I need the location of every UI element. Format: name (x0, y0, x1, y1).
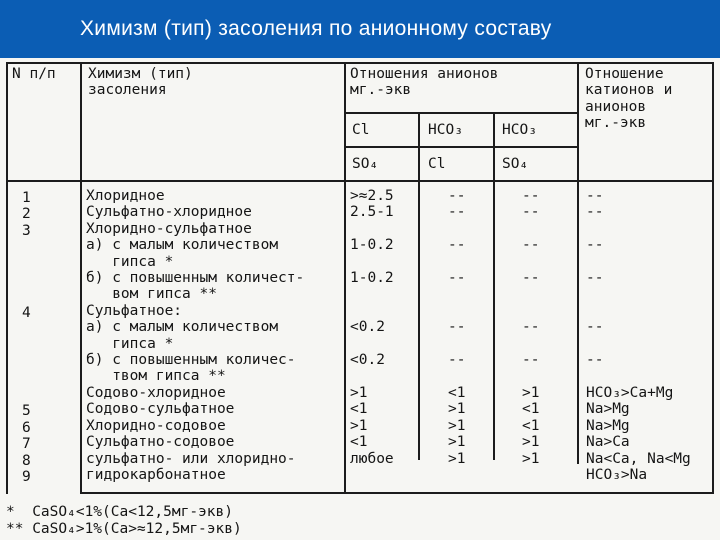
subheader-cl-b: Cl (428, 156, 446, 172)
table-header-bottom (6, 180, 714, 182)
header-cation-ratio: Отношение катионов и анионов мг.-экв (585, 66, 673, 132)
header-number: N п/п (12, 66, 56, 82)
table-divider-col1 (418, 112, 420, 460)
header-anion-ratio: Отношения анионов мг.-экв (350, 66, 499, 99)
table-border-left (6, 62, 8, 494)
subheader-hco3-a: HCO₃ (428, 122, 463, 138)
slide-title-bar (0, 0, 720, 58)
table-divider-col3 (577, 62, 579, 464)
slide-title: Химизм (тип) засоления по анионному составу (80, 17, 552, 40)
scanned-table-image (0, 58, 720, 540)
table-subheader-mid-line (344, 146, 579, 148)
footnote-2: ** CaSO₄>1%(Ca>≈12,5мг-экв) (6, 521, 242, 537)
column-hco3-so4: -- -- -- -- -- -- >1 <1 <1 >1 >1 (522, 188, 540, 467)
table-divider-num (80, 62, 82, 494)
column-cation-anion: -- -- -- -- -- -- HCO₃>Ca+Mg Na>Mg Na>Mg Na>Ca Na<Ca, Na<Mg HCO₃>Na (586, 188, 691, 483)
table-border-top (6, 62, 714, 64)
column-hco3-cl: -- -- -- -- -- -- <1 >1 >1 >1 >1 (448, 188, 466, 467)
footnote-1: * CaSO₄<1%(Ca<12,5мг-экв) (6, 504, 233, 520)
table-subheader-line (344, 112, 579, 114)
header-type: Химизм (тип) засоления (88, 66, 193, 99)
subheader-so4-a: SO₄ (352, 156, 379, 172)
subheader-so4-b: SO₄ (502, 156, 529, 172)
column-row-numbers: 1 2 3 4 5 6 7 8 9 (22, 190, 31, 485)
subheader-cl: Cl (352, 122, 370, 138)
table-border-bottom (80, 492, 714, 494)
table-border-right (712, 62, 714, 494)
subheader-hco3-b: HCO₃ (502, 122, 537, 138)
table-divider-col2 (493, 112, 495, 460)
column-cl-so4: >≈2.5 2.5-1 1-0.2 1-0.2 <0.2 <0.2 >1 <1 >1 <1 любое (350, 188, 394, 467)
table-divider-type (344, 62, 346, 494)
column-type-names: Хлоридное Сульфатно-хлоридное Хлоридно-сульфатное а) с малым количеством гипса * б) с повышенным количест- вом гипса ** Сульфатное: а) с малым количеством гипса * б) с повышенным количес- твом гипса ** Содово-хлоридное Содово-сульфатное Хлоридно-содовое Сульфатно-содовое сульфатно- или хлоридно- гидрокарбонатное (86, 188, 305, 483)
